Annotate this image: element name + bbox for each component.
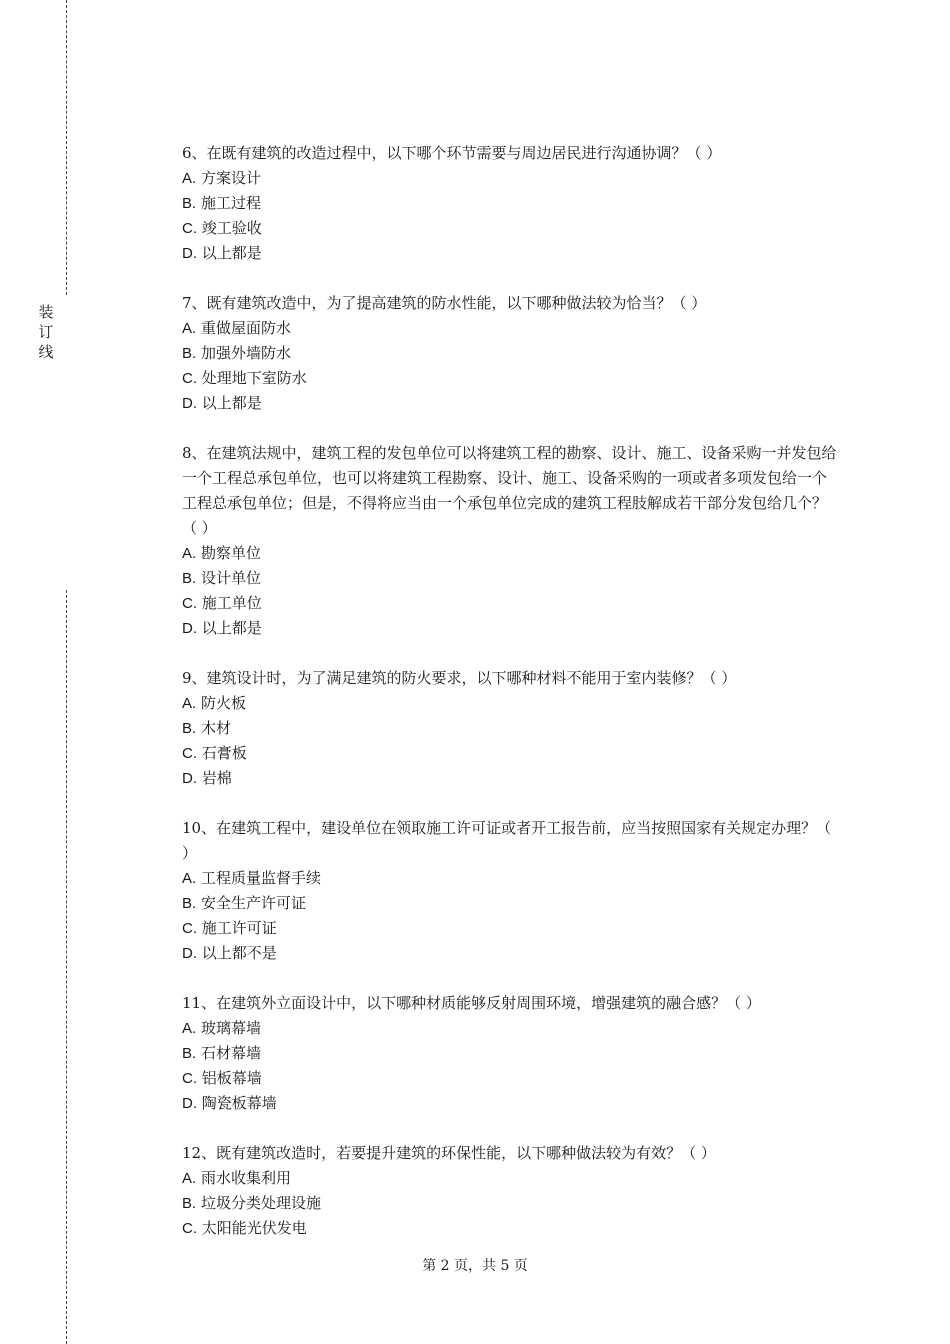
option-b (182, 1041, 837, 1066)
option-text: 施工过程 (200, 194, 261, 212)
option-text: 以上都是 (201, 619, 262, 637)
option-letter: A. (182, 320, 197, 337)
option-text: 岩棉 (201, 769, 232, 787)
question-9 (182, 666, 837, 791)
binding-char: 订 (38, 323, 54, 341)
option-text: 重做屋面防水 (200, 319, 291, 337)
option-letter: B. (182, 1045, 197, 1062)
question-text: 6、在既有建筑的改造过程中，以下哪个环节需要与周边居民进行沟通协调？（ ） (182, 144, 722, 162)
option-text: 方案设计 (200, 169, 261, 187)
option-text: 玻璃幕墙 (200, 1019, 261, 1037)
option-a (182, 691, 837, 716)
option-text: 陶瓷板幕墙 (201, 1094, 277, 1112)
question-8 (182, 441, 837, 641)
option-letter: A. (182, 545, 197, 562)
question-11 (182, 991, 837, 1116)
option-a (182, 316, 837, 341)
option-letter: C. (182, 370, 197, 387)
option-c (182, 741, 837, 766)
option-b (182, 1191, 837, 1216)
option-text: 勘察单位 (200, 544, 261, 562)
option-letter: B. (182, 345, 197, 362)
option-letter: C. (182, 745, 197, 762)
question-6 (182, 141, 837, 266)
option-letter: D. (182, 1095, 197, 1112)
question-12 (182, 1141, 837, 1241)
option-b (182, 341, 837, 366)
option-letter: D. (182, 770, 197, 787)
option-text: 设计单位 (200, 569, 261, 587)
option-c (182, 916, 837, 941)
binding-label (36, 302, 56, 362)
option-c (182, 216, 837, 241)
option-letter: D. (182, 620, 197, 637)
option-d (182, 941, 837, 966)
option-a (182, 166, 837, 191)
option-text: 竣工验收 (201, 219, 262, 237)
option-letter: A. (182, 1170, 197, 1187)
option-text: 垃圾分类处理设施 (200, 1194, 321, 1212)
option-text: 石材幕墙 (200, 1044, 261, 1062)
option-text: 安全生产许可证 (200, 894, 306, 912)
option-text: 施工单位 (201, 594, 262, 612)
option-text: 加强外墙防水 (200, 344, 291, 362)
option-text: 工程质量监督手续 (200, 869, 321, 887)
option-text: 以上都是 (201, 394, 262, 412)
option-d (182, 766, 837, 791)
option-text: 以上都不是 (201, 944, 277, 962)
option-letter: A. (182, 1020, 197, 1037)
binding-char: 装 (38, 303, 54, 321)
option-b (182, 716, 837, 741)
option-text: 石膏板 (201, 744, 247, 762)
question-text: 10、在建筑工程中，建设单位在领取施工许可证或者开工报告前，应当按照国家有关规定办理？（ ） (182, 819, 832, 862)
question-text: 9、建筑设计时，为了满足建筑的防火要求，以下哪种材料不能用于室内装修？（ ） (182, 669, 737, 687)
option-a (182, 866, 837, 891)
option-text: 铝板幕墙 (201, 1069, 262, 1087)
option-a (182, 1166, 837, 1191)
question-text: 11、在建筑外立面设计中，以下哪种材质能够反射周围环境，增强建筑的融合感？（ ） (182, 994, 761, 1012)
option-text: 太阳能光伏发电 (201, 1219, 307, 1237)
option-letter: B. (182, 195, 197, 212)
option-c (182, 1216, 837, 1241)
option-letter: D. (182, 395, 197, 412)
question-list (182, 141, 837, 1266)
option-d (182, 241, 837, 266)
option-letter: D. (182, 245, 197, 262)
option-text: 以上都是 (201, 244, 262, 262)
option-letter: C. (182, 1070, 197, 1087)
option-letter: A. (182, 870, 197, 887)
question-10 (182, 816, 837, 966)
option-d (182, 616, 837, 641)
option-letter: B. (182, 720, 197, 737)
option-letter: C. (182, 1220, 197, 1237)
page-footer (0, 1256, 950, 1276)
question-7 (182, 291, 837, 416)
option-c (182, 366, 837, 391)
option-text: 防火板 (200, 694, 246, 712)
option-d (182, 1091, 837, 1116)
binding-dashed-line-bottom (66, 590, 67, 1344)
option-b (182, 891, 837, 916)
option-text: 雨水收集利用 (200, 1169, 291, 1187)
question-text: 8、在建筑法规中，建筑工程的发包单位可以将建筑工程的勘察、设计、施工、设备采购一并发包给一个工程总承包单位，也可以将建筑工程勘察、设计、施工、设备采购的一项或者多项发包给一个工程总承包单位；但是，不得将应当由一个承包单位完成的建筑工程肢解成若干部分发包给几个？（ ） (182, 444, 837, 537)
question-text: 12、既有建筑改造时，若要提升建筑的环保性能，以下哪种做法较为有效？（ ） (182, 1144, 716, 1162)
page-number: 第 2 页，共 5 页 (422, 1258, 528, 1274)
option-letter: A. (182, 170, 197, 187)
option-letter: C. (182, 920, 197, 937)
option-letter: C. (182, 595, 197, 612)
option-a (182, 541, 837, 566)
option-letter: C. (182, 220, 197, 237)
option-c (182, 1066, 837, 1091)
option-letter: B. (182, 570, 197, 587)
option-letter: D. (182, 945, 197, 962)
option-text: 施工许可证 (201, 919, 277, 937)
option-a (182, 1016, 837, 1041)
binding-char: 线 (38, 343, 54, 361)
option-c (182, 591, 837, 616)
option-letter: A. (182, 695, 197, 712)
option-b (182, 191, 837, 216)
option-d (182, 391, 837, 416)
question-text: 7、既有建筑改造中，为了提高建筑的防水性能，以下哪种做法较为恰当？（ ） (182, 294, 707, 312)
option-letter: B. (182, 1195, 197, 1212)
option-b (182, 566, 837, 591)
binding-dashed-line-top (66, 0, 67, 295)
option-text: 木材 (200, 719, 231, 737)
option-letter: B. (182, 895, 197, 912)
option-text: 处理地下室防水 (201, 369, 307, 387)
